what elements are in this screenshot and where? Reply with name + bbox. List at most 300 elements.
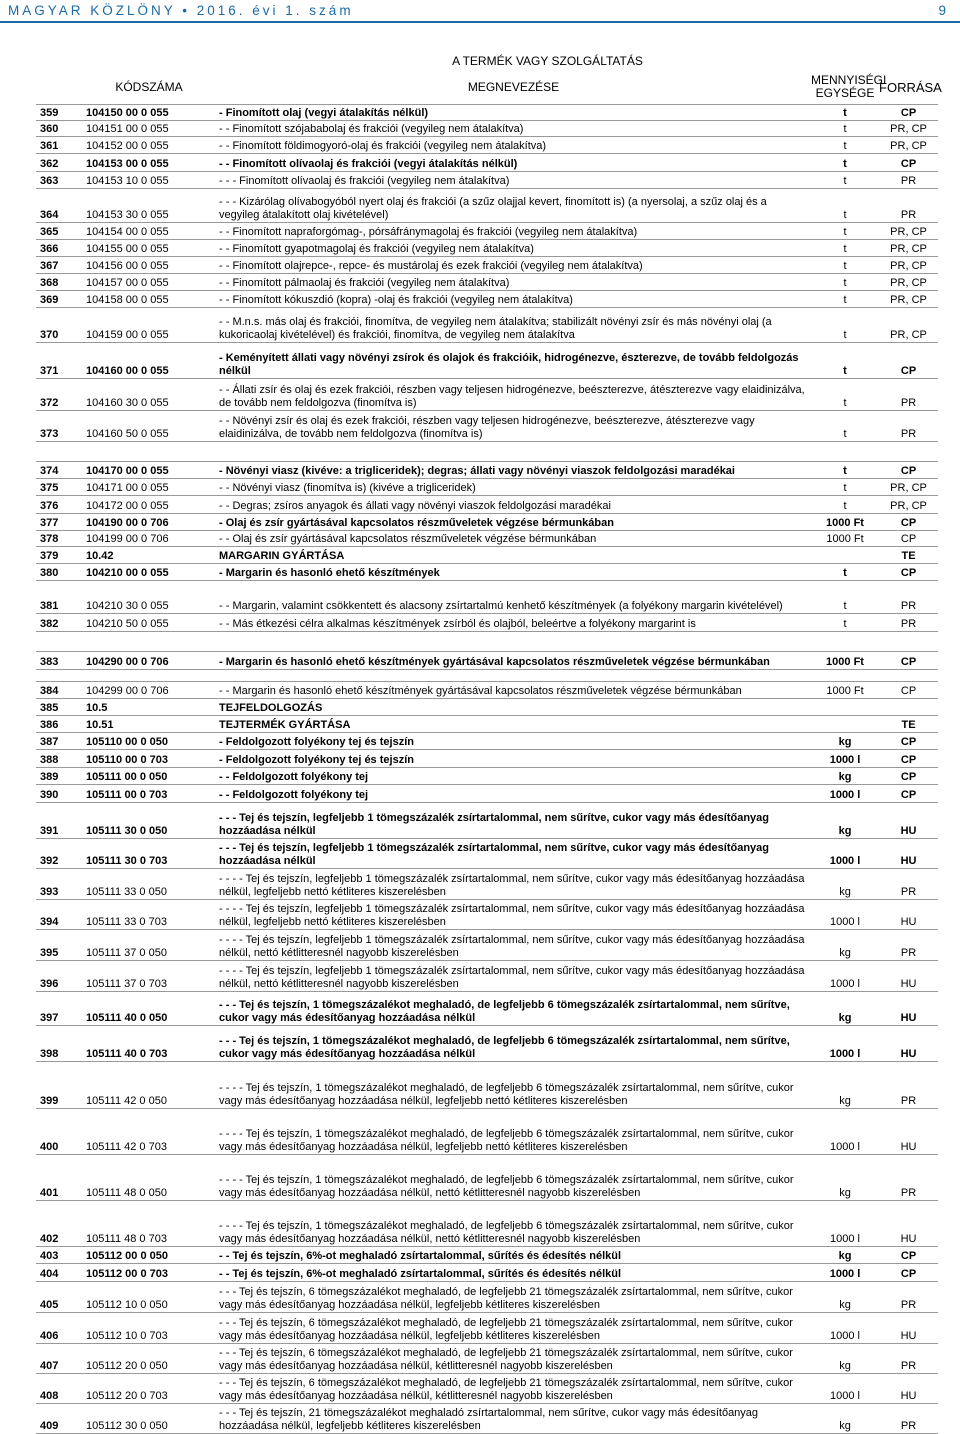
- table-row: [36, 154, 938, 172]
- unit-cell: kg: [811, 733, 879, 750]
- source-cell: PR: [879, 1062, 938, 1109]
- product-code: 104156 00 0 055: [82, 257, 216, 274]
- row-number: 368: [36, 274, 82, 291]
- unit-cell: 1000 Ft: [811, 682, 879, 699]
- product-description: - - - - Tej és tejszín, 1 tömegszázalékot meghaladó, de legfeljebb 6 tömegszázalék zsírtartalommal, nem sűrítve, cukor vagy más édesítőanyag hozzáadása nélkül, legfeljebb nettó kétliteres kiszerelésben: [216, 1109, 811, 1155]
- row-number: 407: [36, 1344, 82, 1374]
- row-number: 377: [36, 514, 82, 531]
- source-cell: PR: [879, 189, 938, 223]
- unit-cell: t: [811, 479, 879, 496]
- table-row: [36, 121, 938, 137]
- unit-cell: 1000 l: [811, 900, 879, 930]
- product-code: 104299 00 0 706: [82, 682, 216, 699]
- unit-cell: t: [811, 291, 879, 308]
- product-description: - Keményített állati vagy növényi zsírok és olajok és frakcióik, hidrogénezve, észterezve, de tovább feldolgozás nélkül: [216, 343, 811, 379]
- product-code: 104172 00 0 055: [82, 496, 216, 514]
- unit-cell: t: [811, 121, 879, 137]
- table-row: [36, 652, 938, 670]
- source-cell: HU: [879, 900, 938, 930]
- source-cell: HU: [879, 839, 938, 869]
- unit-cell: kg: [811, 992, 879, 1026]
- product-code: 104160 00 0 055: [82, 343, 216, 379]
- product-code: 105112 10 0 050: [82, 1282, 216, 1313]
- product-code: 104290 00 0 706: [82, 652, 216, 670]
- row-number: 379: [36, 547, 82, 564]
- unit-cell: t: [811, 614, 879, 632]
- table-row: [36, 1404, 938, 1434]
- table-row: [36, 581, 938, 614]
- product-code: 105111 42 0 050: [82, 1062, 216, 1109]
- unit-cell: [811, 699, 879, 716]
- row-number: 360: [36, 121, 82, 137]
- product-code: 10.42: [82, 547, 216, 564]
- product-description: - - - Tej és tejszín, 1 tömegszázalékot meghaladó, de legfeljebb 6 tömegszázalék zsírtartalommal, nem sűrítve, cukor vagy más édesítőanyag hozzáadása nélkül: [216, 1026, 811, 1062]
- row-number: 361: [36, 137, 82, 154]
- row-number: 397: [36, 992, 82, 1026]
- source-cell: HU: [879, 803, 938, 839]
- row-number: 408: [36, 1374, 82, 1404]
- row-number: 400: [36, 1109, 82, 1155]
- row-number: 363: [36, 172, 82, 189]
- unit-cell: kg: [811, 1155, 879, 1201]
- unit-cell: 1000 l: [811, 839, 879, 869]
- product-code: 105112 20 0 703: [82, 1374, 216, 1404]
- code-column-header: KÓDSZÁMA: [82, 70, 216, 105]
- table-row: [36, 699, 938, 716]
- table-row: [36, 1344, 938, 1374]
- row-number: 384: [36, 682, 82, 699]
- unit-cell: 1000 l: [811, 785, 879, 803]
- row-number: 370: [36, 308, 82, 343]
- unit-cell: 1000 l: [811, 1109, 879, 1155]
- product-code: 105111 00 0 050: [82, 768, 216, 785]
- source-cell: CP: [879, 462, 938, 479]
- product-description: - - - Tej és tejszín, 6 tömegszázalékot meghaladó, de legfeljebb 21 tömegszázalék zsírtartalommal, nem sűrítve, cukor vagy más édesítőanyag hozzáadása nélkül, legfeljebb kétliteres kiszerelésben: [216, 1313, 811, 1344]
- unit-cell: t: [811, 105, 879, 121]
- source-cell: PR, CP: [879, 223, 938, 240]
- row-number: 381: [36, 581, 82, 614]
- table-row: [36, 1374, 938, 1404]
- product-description: - - - Tej és tejszín, legfeljebb 1 tömegszázalék zsírtartalommal, nem sűrítve, cukor vagy más édesítőanyag hozzáadása nélkül: [216, 839, 811, 869]
- product-description: - - Állati zsír és olaj és ezek frakciói, részben vagy teljesen hidrogénezve, beészterezve, átészterezve vagy elaidinizálva, de tovább nem feldolgozva (finomítva is): [216, 379, 811, 411]
- product-description: - - Növényi zsír és olaj és ezek frakciói, részben vagy teljesen hidrogénezve, beészterezve, átészterezve vagy elaidinizálva, de tovább nem feldolgozva (finomítva is): [216, 411, 811, 442]
- unit-cell: 1000 l: [811, 1313, 879, 1344]
- unit-cell: t: [811, 189, 879, 223]
- source-cell: PR, CP: [879, 137, 938, 154]
- product-description: - - M.n.s. más olaj és frakciói, finomítva, de vegyileg nem átalakítva; stabilizált növényi zsír és más növényi olaj (a kukoricaolaj kivételével) és frakciói, finomítva, de vegyileg nem átalakítva: [216, 308, 811, 343]
- row-number: 362: [36, 154, 82, 172]
- product-code: 105112 00 0 050: [82, 1247, 216, 1264]
- product-code: 104170 00 0 055: [82, 462, 216, 479]
- spacer-row: [36, 632, 938, 652]
- product-code: 105111 48 0 703: [82, 1201, 216, 1247]
- product-description: - - Tej és tejszín, 6%-ot meghaladó zsírtartalommal, sűrítés és édesítés nélkül: [216, 1247, 811, 1264]
- row-number: 365: [36, 223, 82, 240]
- row-number: 364: [36, 189, 82, 223]
- product-description: - - Finomított kókuszdió (kopra) -olaj és frakciói (vegyileg nem átalakítva): [216, 291, 811, 308]
- product-code: 104199 00 0 706: [82, 531, 216, 547]
- product-description: TEJTERMÉK GYÁRTÁSA: [216, 716, 811, 733]
- product-code: 105111 33 0 703: [82, 900, 216, 930]
- table-row: [36, 750, 938, 768]
- product-description: - Feldolgozott folyékony tej és tejszín: [216, 733, 811, 750]
- product-code: 105110 00 0 703: [82, 750, 216, 768]
- product-code: 105112 20 0 050: [82, 1344, 216, 1374]
- journal-title: MAGYAR KÖZLÖNY • 2016. évi 1. szám: [8, 3, 354, 18]
- unit-cell: t: [811, 564, 879, 581]
- row-number: 390: [36, 785, 82, 803]
- product-code: 105111 33 0 050: [82, 869, 216, 900]
- product-description: - - - - Tej és tejszín, legfeljebb 1 tömegszázalék zsírtartalommal, nem sűrítve, cukor vagy más édesítőanyag hozzáadása nélkül, nettó kétlitteresnél nagyobb kiszerelésben: [216, 930, 811, 961]
- row-number: 359: [36, 105, 82, 121]
- product-description: MARGARIN GYÁRTÁSA: [216, 547, 811, 564]
- source-cell: [879, 699, 938, 716]
- source-cell: PR, CP: [879, 240, 938, 257]
- product-description: - - Növényi viasz (finomítva is) (kivéve a trigliceridek): [216, 479, 811, 496]
- product-code: 105110 00 0 050: [82, 733, 216, 750]
- row-number: 406: [36, 1313, 82, 1344]
- row-number: 396: [36, 961, 82, 992]
- product-description: - - Margarin és hasonló ehető készítmények gyártásával kapcsolatos részműveletek végzése bérmunkában: [216, 682, 811, 699]
- source-cell: HU: [879, 1109, 938, 1155]
- unit-cell: 1000 Ft: [811, 514, 879, 531]
- row-number: 401: [36, 1155, 82, 1201]
- product-description: - - - - Tej és tejszín, 1 tömegszázalékot meghaladó, de legfeljebb 6 tömegszázalék zsírtartalommal, nem sűrítve, cukor vagy más édesítőanyag hozzáadása nélkül, nettó kétlitteresnél nagyobb kiszerelésben: [216, 1201, 811, 1247]
- source-cell: CP: [879, 531, 938, 547]
- spacer-row: [36, 442, 938, 462]
- source-cell: PR: [879, 1282, 938, 1313]
- unit-cell: 1000 l: [811, 1374, 879, 1404]
- table-row: [36, 1026, 938, 1062]
- row-number: 387: [36, 733, 82, 750]
- table-row: [36, 291, 938, 308]
- product-description: - - - - Tej és tejszín, legfeljebb 1 tömegszázalék zsírtartalommal, nem sűrítve, cukor vagy más édesítőanyag hozzáadása nélkül, legfeljebb nettó kétliteres kiszerelésben: [216, 869, 811, 900]
- product-code: 105111 48 0 050: [82, 1155, 216, 1201]
- product-code: 104158 00 0 055: [82, 291, 216, 308]
- product-description: - - - Tej és tejszín, 21 tömegszázalékot meghaladó zsírtartalommal, nem sűrítve, cukor vagy más édesítőanyag hozzáadása nélkül, legfeljebb kétliteres kiszerelésben: [216, 1404, 811, 1434]
- row-number: 389: [36, 768, 82, 785]
- table-row: [36, 379, 938, 411]
- product-description: - - - Tej és tejszín, 6 tömegszázalékot meghaladó, de legfeljebb 21 tömegszázalék zsírtartalommal, nem sűrítve, cukor vagy más édesítőanyag hozzáadása nélkül, kétlitteresnél nagyobb kiszerelésben: [216, 1344, 811, 1374]
- row-number: 371: [36, 343, 82, 379]
- header-rule: [0, 21, 960, 23]
- source-cell: CP: [879, 733, 938, 750]
- row-number: 369: [36, 291, 82, 308]
- product-code: 104160 30 0 055: [82, 379, 216, 411]
- unit-cell: t: [811, 172, 879, 189]
- table-row: [36, 274, 938, 291]
- product-description: - - - Tej és tejszín, legfeljebb 1 tömegszázalék zsírtartalommal, nem sűrítve, cukor vagy más édesítőanyag hozzáadása nélkül: [216, 803, 811, 839]
- product-description: - - Finomított olajrepce-, repce- és mustárolaj és ezek frakciói (vegyileg nem átalakítva): [216, 257, 811, 274]
- unit-cell: t: [811, 581, 879, 614]
- product-description: - Finomított olaj (vegyi átalakítás nélkül): [216, 105, 811, 121]
- product-code: 104153 30 0 055: [82, 189, 216, 223]
- source-cell: HU: [879, 1026, 938, 1062]
- table-row: [36, 172, 938, 189]
- table-row: [36, 564, 938, 581]
- source-cell: PR: [879, 614, 938, 632]
- product-code: 104159 00 0 055: [82, 308, 216, 343]
- table-row: [36, 839, 938, 869]
- unit-cell: kg: [811, 1062, 879, 1109]
- source-cell: PR, CP: [879, 496, 938, 514]
- source-cell: CP: [879, 768, 938, 785]
- product-code: 104210 00 0 055: [82, 564, 216, 581]
- source-column-header: FORRÁSA: [879, 70, 938, 105]
- source-cell: TE: [879, 547, 938, 564]
- row-number: 402: [36, 1201, 82, 1247]
- source-cell: HU: [879, 1374, 938, 1404]
- product-code: 104190 00 0 706: [82, 514, 216, 531]
- source-cell: CP: [879, 682, 938, 699]
- table-row: [36, 1062, 938, 1109]
- source-cell: CP: [879, 105, 938, 121]
- product-description: - - - Tej és tejszín, 1 tömegszázalékot meghaladó, de legfeljebb 6 tömegszázalék zsírtartalommal, nem sűrítve, cukor vagy más édesítőanyag hozzáadása nélkül: [216, 992, 811, 1026]
- table-row: [36, 900, 938, 930]
- row-number: 399: [36, 1062, 82, 1109]
- page-number: 9: [938, 3, 946, 18]
- product-code: 104153 00 0 055: [82, 154, 216, 172]
- table-row: [36, 1155, 938, 1201]
- source-cell: HU: [879, 1201, 938, 1247]
- source-cell: CP: [879, 564, 938, 581]
- product-code: 105111 00 0 703: [82, 785, 216, 803]
- unit-cell: t: [811, 274, 879, 291]
- table-row: [36, 308, 938, 343]
- table-row: [36, 496, 938, 514]
- unit-cell: [811, 716, 879, 733]
- product-code: 105112 10 0 703: [82, 1313, 216, 1344]
- table-row: [36, 869, 938, 900]
- product-code: 105112 30 0 050: [82, 1404, 216, 1434]
- unit-cell: t: [811, 379, 879, 411]
- unit-cell: kg: [811, 1282, 879, 1313]
- product-description: - - Tej és tejszín, 6%-ot meghaladó zsírtartalommal, sűrítés és édesítés nélkül: [216, 1264, 811, 1282]
- product-description: - - - Tej és tejszín, 6 tömegszázalékot meghaladó, de legfeljebb 21 tömegszázalék zsírtartalommal, nem sűrítve, cukor vagy más édesítőanyag hozzáadása nélkül, legfeljebb kétliteres kiszerelésben: [216, 1282, 811, 1313]
- unit-cell: kg: [811, 1344, 879, 1374]
- unit-cell: 1000 l: [811, 1264, 879, 1282]
- source-cell: PR: [879, 172, 938, 189]
- unit-cell: t: [811, 343, 879, 379]
- product-description: - - Feldolgozott folyékony tej: [216, 785, 811, 803]
- product-description: - - Más étkezési célra alkalmas készítmények zsírból és olajból, beleértve a folyékony margarint is: [216, 614, 811, 632]
- unit-cell: kg: [811, 869, 879, 900]
- row-number: 382: [36, 614, 82, 632]
- product-code: 105111 40 0 703: [82, 1026, 216, 1062]
- table-row: [36, 1201, 938, 1247]
- unit-cell: 1000 l: [811, 1201, 879, 1247]
- product-code: 104153 10 0 055: [82, 172, 216, 189]
- unit-cell: 1000 l: [811, 750, 879, 768]
- product-description: - - Finomított szójababolaj és frakciói (vegyileg nem átalakítva): [216, 121, 811, 137]
- unit-cell: 1000 Ft: [811, 531, 879, 547]
- table-body: [36, 105, 938, 1434]
- source-cell: PR: [879, 930, 938, 961]
- row-number: 393: [36, 869, 82, 900]
- table-row: [36, 930, 938, 961]
- table-row: [36, 614, 938, 632]
- unit-cell: kg: [811, 1404, 879, 1434]
- unit-cell: t: [811, 223, 879, 240]
- table-row: [36, 768, 938, 785]
- product-description: - - Olaj és zsír gyártásával kapcsolatos részműveletek végzése bérmunkában: [216, 531, 811, 547]
- source-cell: PR, CP: [879, 274, 938, 291]
- name-column-header: MEGNEVEZÉSE: [216, 70, 811, 105]
- product-code: 104152 00 0 055: [82, 137, 216, 154]
- source-cell: PR: [879, 581, 938, 614]
- unit-cell: 1000 Ft: [811, 652, 879, 670]
- product-description: - - - - Tej és tejszín, legfeljebb 1 tömegszázalék zsírtartalommal, nem sűrítve, cukor vagy más édesítőanyag hozzáadása nélkül, legfeljebb nettó kétliteres kiszerelésben: [216, 900, 811, 930]
- unit-column-header: MENNYISÉGI EGYSÉGE: [811, 70, 879, 105]
- row-number: 386: [36, 716, 82, 733]
- product-description: - - Finomított földimogyoró-olaj és frakciói (vegyileg nem átalakítva): [216, 137, 811, 154]
- product-description: - - - - Tej és tejszín, legfeljebb 1 tömegszázalék zsírtartalommal, nem sűrítve, cukor vagy más édesítőanyag hozzáadása nélkül, nettó kétlitteresnél nagyobb kiszerelésben: [216, 961, 811, 992]
- unit-cell: kg: [811, 803, 879, 839]
- product-description: - - - Finomított olívaolaj és frakciói (vegyileg nem átalakítva): [216, 172, 811, 189]
- source-cell: PR: [879, 379, 938, 411]
- row-number: 374: [36, 462, 82, 479]
- unit-cell: t: [811, 137, 879, 154]
- table-row: [36, 531, 938, 547]
- table-row: [36, 1313, 938, 1344]
- unit-cell: t: [811, 496, 879, 514]
- row-number: 367: [36, 257, 82, 274]
- source-cell: PR, CP: [879, 257, 938, 274]
- spacer-row: [36, 670, 938, 682]
- table-row: [36, 105, 938, 121]
- row-number: 403: [36, 1247, 82, 1264]
- unit-cell: t: [811, 154, 879, 172]
- table-row: [36, 785, 938, 803]
- row-number: 388: [36, 750, 82, 768]
- unit-cell: t: [811, 308, 879, 343]
- product-code: 10.51: [82, 716, 216, 733]
- product-code: 104171 00 0 055: [82, 479, 216, 496]
- row-number: 395: [36, 930, 82, 961]
- product-description: - - Finomított gyapotmagolaj és frakciói (vegyileg nem átalakítva): [216, 240, 811, 257]
- table-row: [36, 343, 938, 379]
- table-row: [36, 716, 938, 733]
- product-code: 10.5: [82, 699, 216, 716]
- table-row: [36, 1247, 938, 1264]
- product-description: TEJFELDOLGOZÁS: [216, 699, 811, 716]
- table-row: [36, 961, 938, 992]
- source-cell: PR: [879, 1344, 938, 1374]
- row-number: 383: [36, 652, 82, 670]
- table-row: [36, 1109, 938, 1155]
- row-number: 375: [36, 479, 82, 496]
- row-number: 373: [36, 411, 82, 442]
- source-cell: PR: [879, 1155, 938, 1201]
- table-row: [36, 189, 938, 223]
- product-code: 104210 30 0 055: [82, 581, 216, 614]
- unit-cell: 1000 l: [811, 1026, 879, 1062]
- unit-cell: kg: [811, 1247, 879, 1264]
- row-number: 378: [36, 531, 82, 547]
- source-cell: HU: [879, 1313, 938, 1344]
- product-code: 105111 42 0 703: [82, 1109, 216, 1155]
- source-cell: PR, CP: [879, 479, 938, 496]
- source-cell: CP: [879, 785, 938, 803]
- product-description: - - Finomított napraforgómag-, pórsáfránymagolaj és frakciói (vegyileg nem átalakítva): [216, 223, 811, 240]
- source-cell: TE: [879, 716, 938, 733]
- product-description: - - - - Tej és tejszín, 1 tömegszázalékot meghaladó, de legfeljebb 6 tömegszázalék zsírtartalommal, nem sűrítve, cukor vagy más édesítőanyag hozzáadása nélkül, legfeljebb nettó kétliteres kiszerelésben: [216, 1062, 811, 1109]
- unit-cell: t: [811, 411, 879, 442]
- source-cell: PR, CP: [879, 121, 938, 137]
- source-cell: PR: [879, 411, 938, 442]
- source-cell: PR, CP: [879, 308, 938, 343]
- table-row: [36, 803, 938, 839]
- source-cell: CP: [879, 652, 938, 670]
- product-description: - - - Kizárólag olívabogyóból nyert olaj és frakciói (a szűz olajjal kevert, finomított is) (a nyersolaj, a szűz olaj és a vegyileg átalakított olaj kivételével): [216, 189, 811, 223]
- product-code: 104155 00 0 055: [82, 240, 216, 257]
- unit-cell: t: [811, 257, 879, 274]
- source-cell: HU: [879, 992, 938, 1026]
- table-row: [36, 411, 938, 442]
- product-description: - - Feldolgozott folyékony tej: [216, 768, 811, 785]
- product-code: 104157 00 0 055: [82, 274, 216, 291]
- product-description: - Növényi viasz (kivéve: a trigliceridek); degras; állati vagy növényi viaszok feldolgozási maradékai: [216, 462, 811, 479]
- table-row: [36, 479, 938, 496]
- table-row: [36, 137, 938, 154]
- table-row: [36, 1264, 938, 1282]
- row-number: 372: [36, 379, 82, 411]
- page-header: [0, 0, 960, 22]
- product-description: - Margarin és hasonló ehető készítmények gyártásával kapcsolatos részműveletek végzése bérmunkában: [216, 652, 811, 670]
- source-cell: CP: [879, 514, 938, 531]
- row-number: 409: [36, 1404, 82, 1434]
- product-description: - Feldolgozott folyékony tej és tejszín: [216, 750, 811, 768]
- table-row: [36, 733, 938, 750]
- unit-cell: [811, 547, 879, 564]
- source-cell: PR: [879, 1404, 938, 1434]
- source-cell: CP: [879, 1247, 938, 1264]
- product-description: - - Finomított olívaolaj és frakciói (vegyi átalakítás nélkül): [216, 154, 811, 172]
- product-description: - Margarin és hasonló ehető készítmények: [216, 564, 811, 581]
- source-cell: PR: [879, 869, 938, 900]
- product-code: 105111 37 0 050: [82, 930, 216, 961]
- product-description: - Olaj és zsír gyártásával kapcsolatos részműveletek végzése bérmunkában: [216, 514, 811, 531]
- row-number: 404: [36, 1264, 82, 1282]
- product-code: 104154 00 0 055: [82, 223, 216, 240]
- table-row: [36, 240, 938, 257]
- source-cell: CP: [879, 154, 938, 172]
- product-description: - - Margarin, valamint csökkentett és alacsony zsírtartalmú kenhető készítmények (a folyékony margarin kivételével): [216, 581, 811, 614]
- row-number: 376: [36, 496, 82, 514]
- product-description: - - - Tej és tejszín, 6 tömegszázalékot meghaladó, de legfeljebb 21 tömegszázalék zsírtartalommal, nem sűrítve, cukor vagy más édesítőanyag hozzáadása nélkül, kétlitteresnél nagyobb kiszerelésben: [216, 1374, 811, 1404]
- product-code: 104210 50 0 055: [82, 614, 216, 632]
- table-row: [36, 992, 938, 1026]
- table-row: [36, 257, 938, 274]
- table-row: [36, 547, 938, 564]
- source-cell: PR, CP: [879, 291, 938, 308]
- unit-cell: kg: [811, 930, 879, 961]
- product-code: 105111 30 0 050: [82, 803, 216, 839]
- row-number: 366: [36, 240, 82, 257]
- product-table: [36, 52, 942, 1434]
- unit-cell: t: [811, 240, 879, 257]
- row-number: 394: [36, 900, 82, 930]
- product-code: 104160 50 0 055: [82, 411, 216, 442]
- product-description: - - Degras; zsíros anyagok és állati vagy növényi viaszok feldolgozási maradékai: [216, 496, 811, 514]
- source-cell: CP: [879, 750, 938, 768]
- product-code: 105112 00 0 703: [82, 1264, 216, 1282]
- product-description: - - - - Tej és tejszín, 1 tömegszázalékot meghaladó, de legfeljebb 6 tömegszázalék zsírtartalommal, nem sűrítve, cukor vagy más édesítőanyag hozzáadása nélkül, nettó kétlitteresnél nagyobb kiszerelésben: [216, 1155, 811, 1201]
- product-code: 104150 00 0 055: [82, 105, 216, 121]
- unit-cell: kg: [811, 768, 879, 785]
- unit-cell: 1000 l: [811, 961, 879, 992]
- source-cell: CP: [879, 1264, 938, 1282]
